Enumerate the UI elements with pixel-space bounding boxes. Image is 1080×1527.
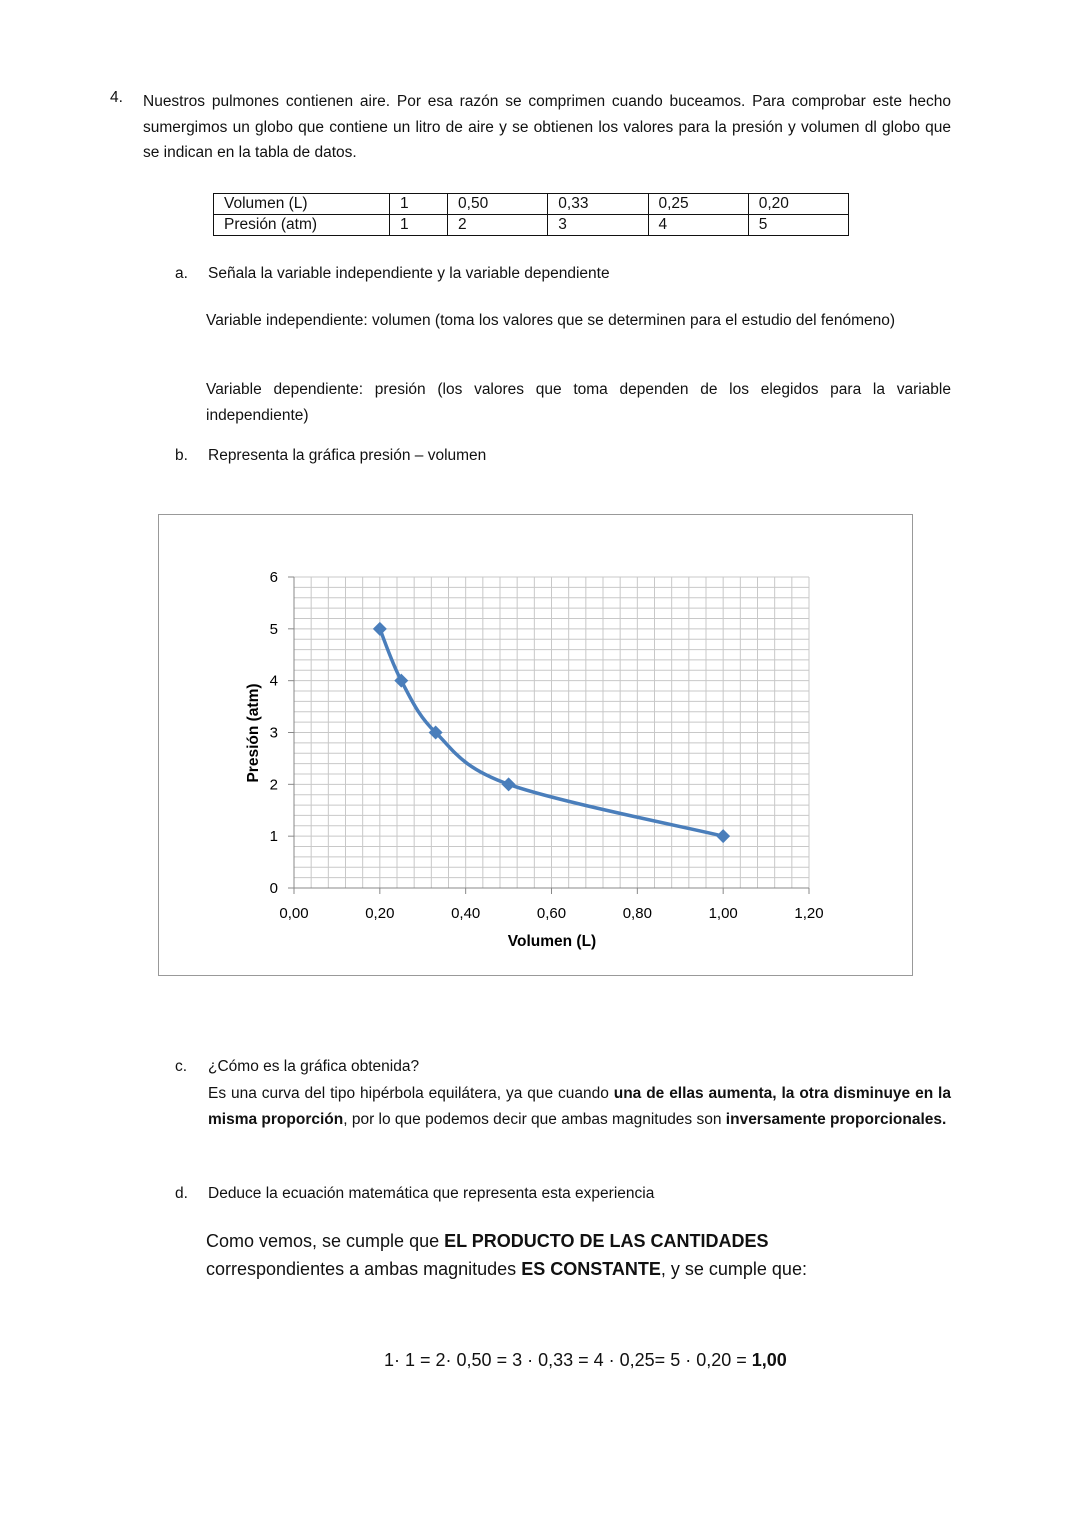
- item-a-answer-1: Variable independiente: volumen (toma los valores que se determinen para el estudio del fenómeno): [206, 312, 896, 329]
- text: Es una curva del tipo hipérbola equilátera, ya que cuando: [208, 1085, 614, 1102]
- table-cell: Volumen (L): [214, 194, 390, 215]
- bold-text: ES CONSTANTE: [521, 1259, 661, 1279]
- item-b-letter: b.: [175, 447, 188, 464]
- item-a-prompt: Señala la variable independiente y la variable dependiente: [208, 265, 610, 282]
- equation-result: 1,00: [751, 1350, 787, 1370]
- table-cell: 0,20: [748, 194, 848, 215]
- bold-text: inversamente proporcionales.: [725, 1110, 947, 1128]
- x-axis-label: Volumen (L): [507, 933, 597, 950]
- text: , y se cumple que:: [660, 1259, 807, 1279]
- data-point-marker: [502, 777, 516, 791]
- x-tick-label: 1,00: [708, 905, 738, 922]
- data-point-marker: [394, 674, 408, 688]
- x-tick-label: 0,20: [365, 905, 395, 922]
- x-tick-label: 0,40: [451, 905, 481, 922]
- equation-text: 1· 1 = 2· 0,50 = 3 · 0,33 = 4 · 0,25= 5 · 0,20 =: [384, 1350, 752, 1370]
- table-cell: Presión (atm): [214, 215, 390, 236]
- equation: [384, 1350, 787, 1371]
- y-tick-label: 5: [269, 620, 278, 638]
- x-tick-label: 1,20: [794, 905, 824, 922]
- text: Como vemos, se cumple que: [206, 1231, 445, 1251]
- data-point-marker: [716, 829, 730, 843]
- y-tick-label: 2: [269, 776, 278, 794]
- y-axis-label: Presión (atm): [245, 683, 262, 783]
- item-c-letter: c.: [175, 1058, 188, 1075]
- item-b-prompt: Representa la gráfica presión – volumen: [208, 447, 487, 464]
- table-cell: 1: [390, 215, 448, 236]
- y-tick-label: 0: [269, 880, 278, 897]
- table-cell: 1: [390, 194, 448, 215]
- text: , por lo que podemos decir que ambas magnitudes son: [343, 1110, 726, 1128]
- table-cell: 5: [748, 215, 848, 236]
- x-tick-label: 0,80: [622, 905, 652, 922]
- item-d-answer: [206, 1227, 906, 1283]
- y-tick-label: 4: [269, 672, 278, 690]
- item-a-answer-2: Variable dependiente: presión (los valores que toma dependen de los elegidos para la variable independiente): [206, 381, 951, 424]
- y-tick-label: 1: [269, 828, 278, 846]
- table-cell: 0,50: [448, 194, 548, 215]
- table-cell: 0,25: [648, 194, 748, 215]
- question-text: Nuestros pulmones contienen aire. Por esa razón se comprimen cuando buceamos. Para comprobar este hecho sumergimos un globo que contiene un litro de aire y se obtienen los valores para la presión y volumen dl globo que se indican en la tabla de datos.: [143, 93, 951, 161]
- table-cell: 2: [448, 215, 548, 236]
- text: correspondientes a ambas magnitudes: [206, 1259, 522, 1279]
- data-point-marker: [373, 622, 387, 636]
- x-tick-label: 0,00: [279, 905, 309, 922]
- item-a-letter: a.: [175, 265, 188, 282]
- item-c-prompt: ¿Cómo es la gráfica obtenida?: [208, 1058, 420, 1075]
- y-tick-label: 3: [269, 724, 278, 742]
- table-cell: 3: [548, 215, 648, 236]
- bold-text: una de ellas aumenta, la otra disminuye en la misma proporción: [208, 1085, 951, 1128]
- x-tick-label: 0,60: [536, 905, 567, 922]
- bold-text: EL PRODUCTO DE LAS CANTIDADES: [444, 1231, 769, 1251]
- item-c-answer: [208, 1081, 951, 1132]
- y-tick-label: 6: [269, 569, 278, 586]
- table-cell: 4: [648, 215, 748, 236]
- table-cell: 0,33: [548, 194, 648, 215]
- item-d-letter: d.: [175, 1185, 188, 1202]
- question-number: 4.: [110, 89, 123, 106]
- item-d-prompt: Deduce la ecuación matemática que representa esta experiencia: [208, 1185, 655, 1202]
